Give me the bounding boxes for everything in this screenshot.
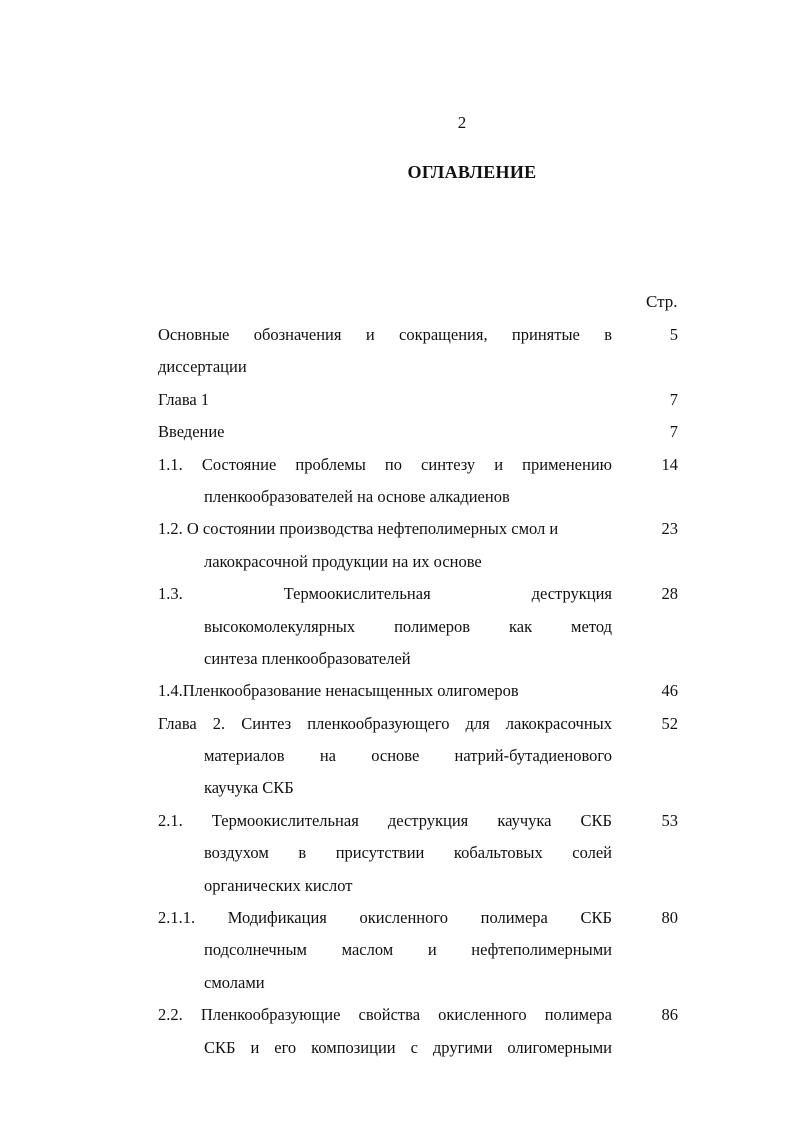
toc-entry-page: 7 <box>669 389 678 409</box>
page-number: 2 <box>457 113 467 132</box>
toc-entry-page: 14 <box>661 454 678 474</box>
toc-entry-line: смолами <box>204 972 265 992</box>
toc-entry-page: 28 <box>661 584 678 604</box>
toc-entry <box>158 999 678 1064</box>
toc-entry-line: синтеза пленкообразователей <box>204 648 411 668</box>
toc-entry-page: 53 <box>661 810 678 830</box>
toc-entry <box>158 902 678 999</box>
toc-entry-text <box>158 319 612 384</box>
toc-entry-text <box>158 578 612 675</box>
toc-entry <box>158 449 678 514</box>
toc-entry-text <box>158 708 612 805</box>
toc-entry-page: 5 <box>669 325 678 344</box>
toc-entry-page: 86 <box>661 1005 678 1025</box>
toc-entry-line: пленкообразователей на основе алкадиенов <box>204 486 510 506</box>
toc-entry <box>158 805 678 902</box>
toc-entry-page: 23 <box>661 519 678 539</box>
toc-entry-text <box>158 449 612 514</box>
toc-entry-text <box>158 513 612 578</box>
toc-entry-line: материалов на основе натрий-бутадиенового <box>204 746 612 766</box>
toc-entry-line: каучука СКБ <box>204 778 294 798</box>
toc-entry-line: Основные обозначения и сокращения, принятые в <box>158 325 612 344</box>
toc-entry-line: воздухом в присутствии кобальтовых солей <box>204 843 612 863</box>
toc-entry-text <box>158 805 612 902</box>
toc-entry-page: 46 <box>661 681 678 701</box>
toc-entry-line: 1.4.Пленкообразование ненасыщенных олигомеров <box>158 681 519 701</box>
toc-entry-line: Глава 1 <box>158 389 210 409</box>
toc-entry-line: 1.2. О состоянии производства нефтеполимерных смол и <box>158 519 559 539</box>
toc-entry-page: 52 <box>661 713 678 733</box>
toc-entry-page: 80 <box>661 908 678 928</box>
toc-entry-text <box>158 902 612 999</box>
toc-entry <box>158 513 678 578</box>
toc-entry <box>158 319 678 384</box>
toc-entry <box>158 578 678 675</box>
page-column-header: Стр. <box>646 292 678 311</box>
toc-entry-text <box>158 384 612 416</box>
toc-entry-line: диссертации <box>158 357 247 377</box>
toc-entry-text <box>158 999 612 1064</box>
toc-entry-line: 1.1. Состояние проблемы по синтезу и применению <box>158 454 612 474</box>
toc-entry-line: органических кислот <box>204 875 353 895</box>
toc-entry-line: высокомолекулярных полимеров как метод <box>204 616 612 636</box>
toc-entry <box>158 416 678 448</box>
toc-entry-text <box>158 416 612 448</box>
toc-entry <box>158 708 678 805</box>
toc-entry-line: Глава 2. Синтез пленкообразующего для лакокрасочных <box>158 713 612 733</box>
table-of-contents <box>158 319 678 1064</box>
toc-entry <box>158 675 678 707</box>
toc-entry-line: подсолнечным маслом и нефтеполимерными <box>204 940 612 960</box>
toc-entry-line: 2.1.1. Модификация окисленного полимера СКБ <box>158 908 612 928</box>
toc-entry-line: 2.2. Пленкообразующие свойства окисленного полимера <box>158 1005 612 1025</box>
toc-entry-line: Введение <box>158 422 225 442</box>
toc-entry <box>158 384 678 416</box>
page-title: ОГЛАВЛЕНИЕ <box>407 162 537 182</box>
toc-entry-line: СКБ и его композиции с другими олигомерными <box>204 1037 612 1057</box>
toc-entry-line: лакокрасочной продукции на их основе <box>204 551 482 571</box>
toc-entry-line: 2.1. Термоокислительная деструкция каучука СКБ <box>158 810 612 830</box>
toc-entry-line: 1.3. Термоокислительная деструкция <box>158 584 612 604</box>
toc-entry-page: 7 <box>669 422 678 442</box>
toc-entry-text <box>158 675 612 707</box>
